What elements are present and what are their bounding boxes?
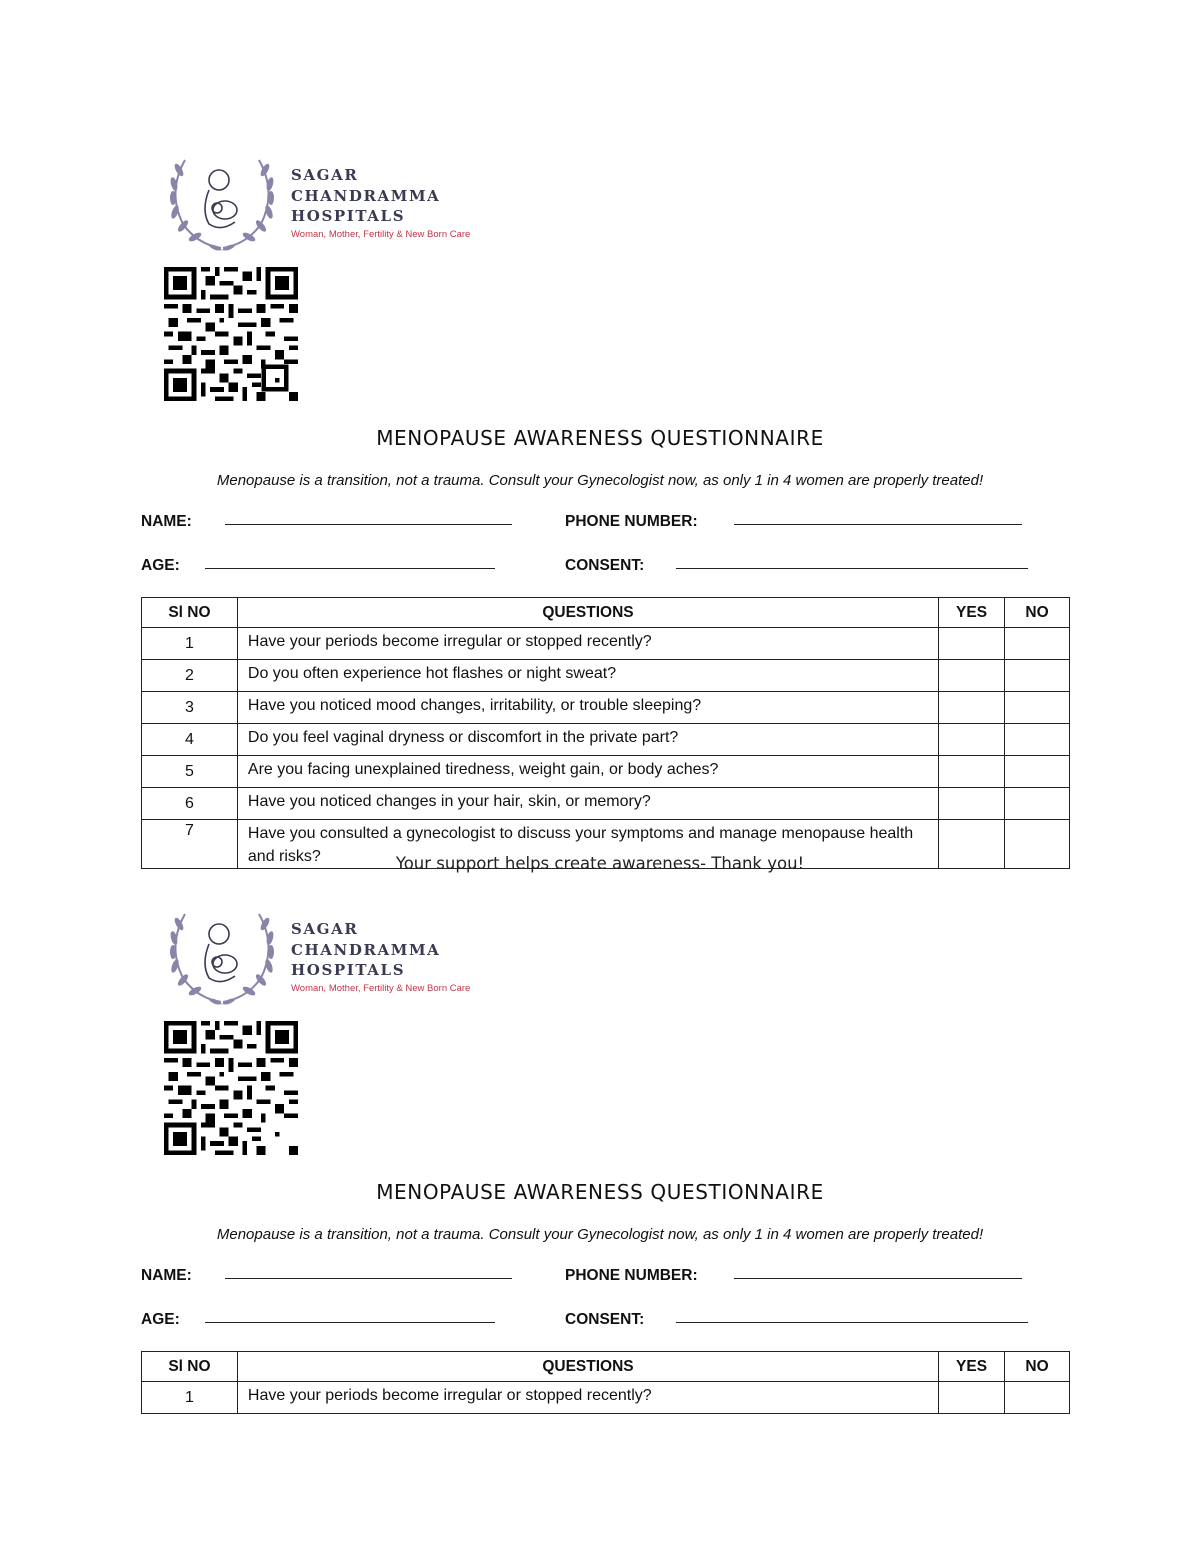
question-text: Have you noticed mood changes, irritability, or trouble sleeping?	[237, 692, 938, 724]
hospital-name: SAGAR CHANDRAMMA HOSPITALS	[291, 166, 441, 225]
yes-checkbox-cell[interactable]	[939, 724, 1005, 756]
row-number: 7	[142, 820, 238, 869]
hospital-emblem-icon	[163, 906, 281, 1008]
age-label: AGE:	[141, 1311, 180, 1328]
question-text: Have your periods become irregular or stopped recently?	[237, 628, 938, 660]
table-row	[142, 788, 1070, 820]
phone-input-line[interactable]	[734, 1278, 1022, 1279]
no-checkbox-cell[interactable]	[1005, 788, 1070, 820]
no-checkbox-cell[interactable]	[1005, 692, 1070, 724]
phone-label: PHONE NUMBER:	[565, 1267, 698, 1284]
hospital-tagline: Woman, Mother, Fertility & New Born Care	[291, 229, 471, 240]
questions-table	[141, 1351, 1070, 1414]
table-header-row	[142, 1352, 1070, 1382]
consent-label: CONSENT:	[565, 1311, 645, 1328]
questions-header: QUESTIONS	[237, 1352, 938, 1382]
row-number: 4	[142, 724, 238, 756]
questions-table	[141, 597, 1070, 869]
hospital-name: SAGAR CHANDRAMMA HOSPITALS	[291, 920, 441, 979]
no-checkbox-cell[interactable]	[1005, 628, 1070, 660]
question-text: Have you consulted a gynecologist to discuss your symptoms and manage menopause health and risks?	[237, 820, 938, 869]
questions-header: QUESTIONS	[237, 598, 938, 628]
row-number: 2	[142, 660, 238, 692]
questionnaire-subtitle: Menopause is a transition, not a trauma. Consult your Gynecologist now, as only 1 in 4 women are properly treated!	[216, 1226, 984, 1243]
question-text: Do you often experience hot flashes or night sweat?	[237, 660, 938, 692]
no-header: NO	[1005, 598, 1070, 628]
sl-no-header: Sl NO	[142, 1352, 238, 1382]
consent-input-line[interactable]	[676, 1322, 1028, 1323]
age-input-line[interactable]	[205, 568, 495, 569]
table-header-row	[142, 598, 1070, 628]
no-header: NO	[1005, 1352, 1070, 1382]
table-row	[142, 692, 1070, 724]
row-number: 3	[142, 692, 238, 724]
table-row	[142, 628, 1070, 660]
question-text: Have you noticed changes in your hair, skin, or memory?	[237, 788, 938, 820]
phone-input-line[interactable]	[734, 524, 1022, 525]
row-number: 1	[142, 1382, 238, 1414]
qr-code-icon[interactable]	[163, 1021, 299, 1155]
row-number: 6	[142, 788, 238, 820]
questionnaire-title: MENOPAUSE AWARENESS QUESTIONNAIRE	[376, 426, 824, 450]
name-label: NAME:	[141, 513, 192, 530]
hospital-logo	[163, 906, 523, 1008]
thank-you-note: Your support helps create awareness- Thank you!	[395, 854, 805, 873]
table-row	[142, 724, 1070, 756]
no-checkbox-cell[interactable]	[1005, 724, 1070, 756]
table-row	[142, 756, 1070, 788]
yes-checkbox-cell[interactable]	[939, 788, 1005, 820]
question-text: Do you feel vaginal dryness or discomfort in the private part?	[237, 724, 938, 756]
table-row	[142, 1382, 1070, 1414]
sl-no-header: Sl NO	[142, 598, 238, 628]
questionnaire-title: MENOPAUSE AWARENESS QUESTIONNAIRE	[376, 1180, 824, 1204]
qr-code-icon[interactable]	[163, 267, 299, 401]
consent-label: CONSENT:	[565, 557, 645, 574]
yes-header: YES	[939, 598, 1005, 628]
name-label: NAME:	[141, 1267, 192, 1284]
question-text: Are you facing unexplained tiredness, weight gain, or body aches?	[237, 756, 938, 788]
yes-checkbox-cell[interactable]	[939, 660, 1005, 692]
question-text: Have your periods become irregular or stopped recently?	[237, 1382, 938, 1414]
yes-checkbox-cell[interactable]	[939, 1382, 1005, 1414]
age-label: AGE:	[141, 557, 180, 574]
name-input-line[interactable]	[225, 1278, 512, 1279]
phone-label: PHONE NUMBER:	[565, 513, 698, 530]
row-number: 5	[142, 756, 238, 788]
hospital-emblem-icon	[163, 152, 281, 254]
hospital-logo	[163, 152, 523, 254]
no-checkbox-cell[interactable]	[1005, 1382, 1070, 1414]
yes-header: YES	[939, 1352, 1005, 1382]
yes-checkbox-cell[interactable]	[939, 756, 1005, 788]
consent-input-line[interactable]	[676, 568, 1028, 569]
questionnaire-subtitle: Menopause is a transition, not a trauma. Consult your Gynecologist now, as only 1 in 4 women are properly treated!	[216, 472, 984, 489]
table-row	[142, 660, 1070, 692]
age-input-line[interactable]	[205, 1322, 495, 1323]
name-input-line[interactable]	[225, 524, 512, 525]
no-checkbox-cell[interactable]	[1005, 660, 1070, 692]
yes-checkbox-cell[interactable]	[939, 628, 1005, 660]
hospital-tagline: Woman, Mother, Fertility & New Born Care	[291, 983, 471, 994]
no-checkbox-cell[interactable]	[1005, 756, 1070, 788]
row-number: 1	[142, 628, 238, 660]
yes-checkbox-cell[interactable]	[939, 692, 1005, 724]
